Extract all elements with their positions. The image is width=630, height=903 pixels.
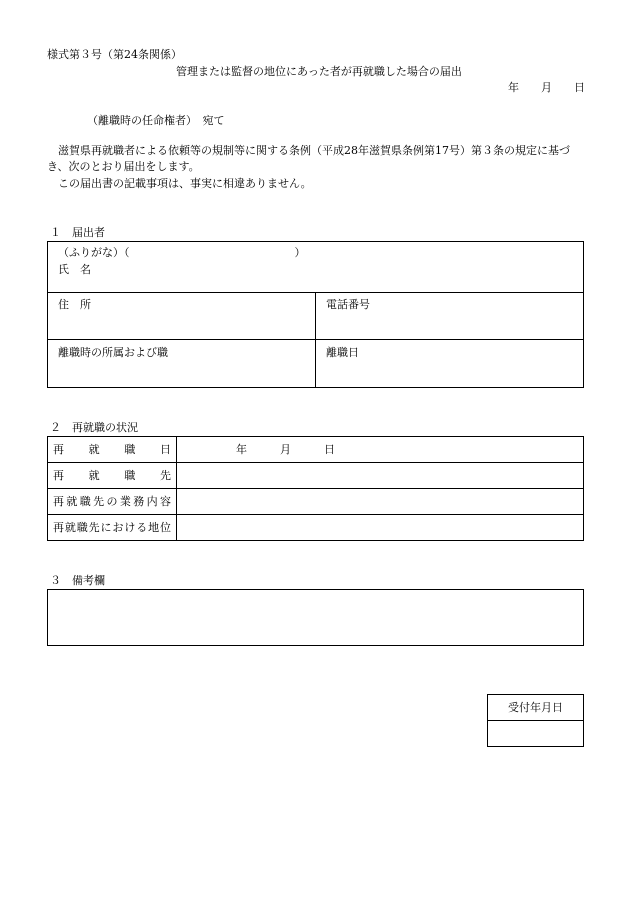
department-label: 離職時の所属および職: [58, 346, 168, 359]
business-description-label: 再就職先の業務内容: [53, 495, 171, 508]
remarks-box[interactable]: [47, 589, 584, 646]
section3-heading: ３ 備考欄: [50, 574, 105, 587]
address-label: 住 所: [58, 298, 91, 311]
form-number: 様式第３号（第24条関係）: [47, 48, 182, 61]
date-line: 年 月 日: [508, 81, 585, 94]
name-label: 氏 名: [58, 263, 91, 276]
furigana-field[interactable]: （ふりがな）（ ）: [58, 246, 306, 259]
divider: [47, 488, 584, 489]
receipt-date-label: 受付年月日: [508, 701, 563, 714]
divider: [487, 720, 584, 721]
divider: [315, 292, 316, 388]
body-paragraph-2: この届出書の記載事項は、事実に相違ありません。: [47, 177, 312, 190]
document-title: 管理または監督の地位にあった者が再就職した場合の届出: [176, 65, 462, 78]
divider: [176, 436, 177, 541]
body-paragraph-1: 滋賀県再就職者による依頼等の規制等に関する条例（平成28年滋賀県条例第17号）第３条の規定に基づき、次のとおり届出をします。: [47, 144, 570, 173]
reemployment-date-value[interactable]: 年 月 日: [236, 443, 335, 456]
position-label: 再就職先における地位: [53, 521, 171, 534]
divider: [47, 514, 584, 515]
phone-label: 電話番号: [326, 298, 370, 311]
section1-heading: １ 届出者: [50, 226, 105, 239]
divider: [47, 462, 584, 463]
reemployment-date-label: 再 就 職 日: [53, 443, 171, 456]
section2-heading: ２ 再就職の状況: [50, 421, 138, 434]
retirement-date-label: 離職日: [326, 346, 359, 359]
reemployer-label: 再 就 職 先: [53, 469, 171, 482]
addressee: （離職時の任命権者） 宛て: [87, 114, 225, 127]
